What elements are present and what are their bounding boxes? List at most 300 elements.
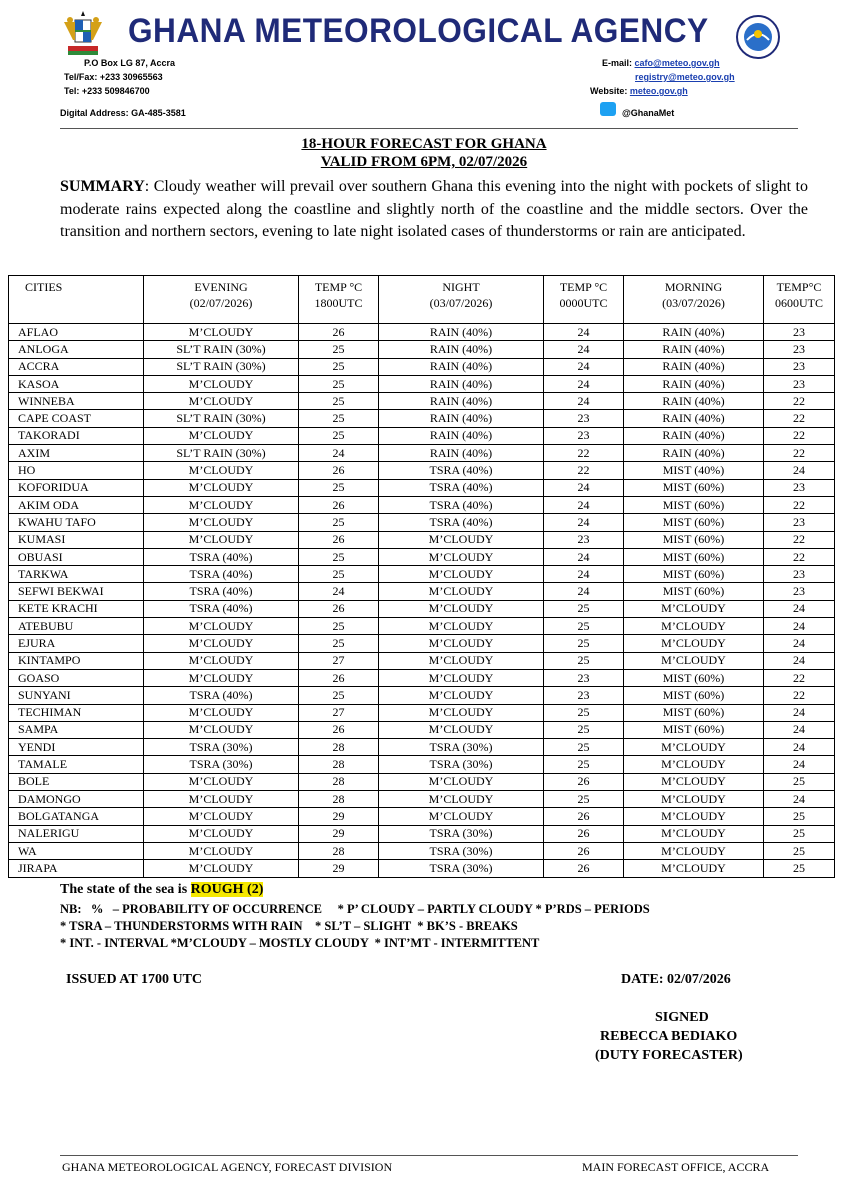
cell-temp-1800: 25 bbox=[299, 479, 379, 496]
cell-city: YENDI bbox=[9, 739, 144, 756]
cell-city: ACCRA bbox=[9, 358, 144, 375]
cell-temp-0600: 24 bbox=[764, 739, 835, 756]
cell-temp-0600: 23 bbox=[764, 479, 835, 496]
cell-night: TSRA (30%) bbox=[379, 842, 544, 859]
header-morning-line1: MORNING bbox=[664, 280, 723, 294]
cell-night: M’CLOUDY bbox=[379, 808, 544, 825]
telfax: Tel/Fax: +233 30965563 bbox=[64, 72, 163, 82]
forecaster-role: (DUTY FORECASTER) bbox=[595, 1048, 743, 1063]
cell-temp-0600: 23 bbox=[764, 583, 835, 600]
table-row bbox=[9, 791, 835, 808]
signed-label: SIGNED bbox=[655, 1010, 709, 1025]
header-temp-0600-line2: 0600UTC bbox=[775, 296, 823, 310]
table-row bbox=[9, 479, 835, 496]
cell-city: TECHIMAN bbox=[9, 704, 144, 721]
cell-temp-1800: 26 bbox=[299, 600, 379, 617]
table-row bbox=[9, 410, 835, 427]
cell-city: SAMPA bbox=[9, 721, 144, 738]
note-line-3: * INT. - INTERVAL *M’CLOUDY – MOSTLY CLOUDY * INT’MT - INTERMITTENT bbox=[60, 936, 540, 950]
cell-temp-0000: 26 bbox=[544, 825, 624, 842]
cell-morning: M’CLOUDY bbox=[624, 842, 764, 859]
header-temp-1800 bbox=[299, 276, 379, 324]
cell-evening: M’CLOUDY bbox=[144, 860, 299, 877]
table-row bbox=[9, 669, 835, 686]
table-row bbox=[9, 842, 835, 859]
cell-temp-0600: 25 bbox=[764, 773, 835, 790]
cell-temp-0600: 22 bbox=[764, 669, 835, 686]
email-link-registry[interactable]: registry@meteo.gov.gh bbox=[635, 72, 735, 82]
cell-temp-0600: 24 bbox=[764, 652, 835, 669]
cell-night: RAIN (40%) bbox=[379, 393, 544, 410]
sea-state-prefix: The state of the sea is bbox=[60, 882, 191, 897]
cell-evening: M’CLOUDY bbox=[144, 324, 299, 341]
table-row bbox=[9, 773, 835, 790]
cell-evening: M’CLOUDY bbox=[144, 618, 299, 635]
table-row bbox=[9, 652, 835, 669]
cell-night: M’CLOUDY bbox=[379, 548, 544, 565]
cell-morning: RAIN (40%) bbox=[624, 341, 764, 358]
email-row bbox=[602, 58, 720, 68]
cell-night: TSRA (40%) bbox=[379, 496, 544, 513]
cell-night: RAIN (40%) bbox=[379, 358, 544, 375]
cell-temp-1800: 25 bbox=[299, 341, 379, 358]
cell-city: JIRAPA bbox=[9, 860, 144, 877]
cell-evening: M’CLOUDY bbox=[144, 496, 299, 513]
table-row bbox=[9, 860, 835, 877]
cell-evening: SL’T RAIN (30%) bbox=[144, 358, 299, 375]
cell-temp-0600: 24 bbox=[764, 635, 835, 652]
cell-city: WA bbox=[9, 842, 144, 859]
sea-state-value: ROUGH (2) bbox=[190, 882, 264, 897]
cell-temp-0600: 23 bbox=[764, 358, 835, 375]
cell-temp-0000: 26 bbox=[544, 773, 624, 790]
cell-morning: MIST (60%) bbox=[624, 669, 764, 686]
cell-night: M’CLOUDY bbox=[379, 566, 544, 583]
cell-evening: M’CLOUDY bbox=[144, 427, 299, 444]
cell-temp-0600: 24 bbox=[764, 791, 835, 808]
cell-temp-0600: 24 bbox=[764, 462, 835, 479]
header-cities bbox=[9, 276, 144, 324]
cell-evening: TSRA (30%) bbox=[144, 756, 299, 773]
table-row bbox=[9, 548, 835, 565]
cell-temp-0000: 25 bbox=[544, 739, 624, 756]
table-row bbox=[9, 600, 835, 617]
table-row bbox=[9, 514, 835, 531]
cell-temp-1800: 28 bbox=[299, 842, 379, 859]
summary-label: SUMMARY bbox=[60, 178, 145, 195]
cell-temp-0600: 23 bbox=[764, 514, 835, 531]
cell-morning: MIST (60%) bbox=[624, 548, 764, 565]
cell-night: RAIN (40%) bbox=[379, 445, 544, 462]
cell-temp-0000: 25 bbox=[544, 635, 624, 652]
twitter-icon bbox=[600, 102, 616, 116]
table-row bbox=[9, 808, 835, 825]
cell-city: AFLAO bbox=[9, 324, 144, 341]
cell-night: M’CLOUDY bbox=[379, 704, 544, 721]
cell-temp-0600: 22 bbox=[764, 531, 835, 548]
header-temp-0600-line1: TEMP°C bbox=[776, 280, 822, 294]
cell-temp-0000: 25 bbox=[544, 704, 624, 721]
header-evening-line1: EVENING bbox=[194, 280, 248, 294]
cell-temp-0000: 24 bbox=[544, 324, 624, 341]
cell-temp-1800: 25 bbox=[299, 635, 379, 652]
summary bbox=[60, 176, 808, 244]
cell-night: M’CLOUDY bbox=[379, 635, 544, 652]
cell-city: NALERIGU bbox=[9, 825, 144, 842]
header-temp-0000 bbox=[544, 276, 624, 324]
table-row bbox=[9, 341, 835, 358]
cell-morning: M’CLOUDY bbox=[624, 739, 764, 756]
cell-morning: MIST (60%) bbox=[624, 514, 764, 531]
cell-evening: SL’T RAIN (30%) bbox=[144, 341, 299, 358]
cell-morning: RAIN (40%) bbox=[624, 375, 764, 392]
table-row bbox=[9, 496, 835, 513]
cell-city: KETE KRACHI bbox=[9, 600, 144, 617]
cell-night: TSRA (30%) bbox=[379, 739, 544, 756]
cell-temp-1800: 26 bbox=[299, 496, 379, 513]
cell-temp-0000: 23 bbox=[544, 410, 624, 427]
cell-temp-1800: 25 bbox=[299, 427, 379, 444]
cell-morning: MIST (60%) bbox=[624, 479, 764, 496]
cell-temp-1800: 25 bbox=[299, 358, 379, 375]
sea-state bbox=[60, 882, 263, 898]
cell-morning: M’CLOUDY bbox=[624, 791, 764, 808]
cell-temp-0000: 26 bbox=[544, 842, 624, 859]
cell-morning: MIST (40%) bbox=[624, 462, 764, 479]
cell-evening: M’CLOUDY bbox=[144, 773, 299, 790]
cell-temp-0600: 23 bbox=[764, 341, 835, 358]
table-row bbox=[9, 393, 835, 410]
cell-morning: M’CLOUDY bbox=[624, 652, 764, 669]
cell-temp-0000: 26 bbox=[544, 808, 624, 825]
cell-evening: TSRA (40%) bbox=[144, 600, 299, 617]
table-row bbox=[9, 445, 835, 462]
cell-temp-1800: 26 bbox=[299, 462, 379, 479]
cell-temp-0600: 22 bbox=[764, 687, 835, 704]
cell-evening: M’CLOUDY bbox=[144, 514, 299, 531]
cell-city: TAMALE bbox=[9, 756, 144, 773]
cell-night: TSRA (30%) bbox=[379, 860, 544, 877]
cell-morning: RAIN (40%) bbox=[624, 324, 764, 341]
cell-temp-1800: 29 bbox=[299, 808, 379, 825]
cell-city: DAMONGO bbox=[9, 791, 144, 808]
cell-night: M’CLOUDY bbox=[379, 687, 544, 704]
cell-temp-1800: 24 bbox=[299, 583, 379, 600]
header-morning bbox=[624, 276, 764, 324]
cell-city: KINTAMPO bbox=[9, 652, 144, 669]
cell-temp-1800: 28 bbox=[299, 739, 379, 756]
cell-night: TSRA (30%) bbox=[379, 825, 544, 842]
cell-evening: M’CLOUDY bbox=[144, 635, 299, 652]
cell-temp-0000: 23 bbox=[544, 427, 624, 444]
cell-evening: TSRA (40%) bbox=[144, 548, 299, 565]
cell-morning: RAIN (40%) bbox=[624, 358, 764, 375]
cell-temp-1800: 24 bbox=[299, 445, 379, 462]
agency-title: GHANA METEOROLOGICAL AGENCY bbox=[128, 12, 709, 50]
cell-temp-0600: 25 bbox=[764, 860, 835, 877]
website-row bbox=[590, 86, 688, 96]
cell-morning: RAIN (40%) bbox=[624, 427, 764, 444]
telephone: Tel: +233 509846700 bbox=[64, 86, 150, 96]
cell-temp-1800: 28 bbox=[299, 773, 379, 790]
table-row bbox=[9, 635, 835, 652]
cell-temp-0600: 24 bbox=[764, 704, 835, 721]
footer-right: MAIN FORECAST OFFICE, ACCRA bbox=[582, 1160, 770, 1174]
cell-temp-0000: 24 bbox=[544, 548, 624, 565]
cell-temp-1800: 28 bbox=[299, 791, 379, 808]
cell-night: M’CLOUDY bbox=[379, 618, 544, 635]
cell-morning: MIST (60%) bbox=[624, 687, 764, 704]
cell-night: RAIN (40%) bbox=[379, 375, 544, 392]
cell-evening: M’CLOUDY bbox=[144, 721, 299, 738]
cell-night: TSRA (30%) bbox=[379, 756, 544, 773]
cell-morning: MIST (60%) bbox=[624, 704, 764, 721]
cell-temp-1800: 25 bbox=[299, 618, 379, 635]
cell-night: M’CLOUDY bbox=[379, 773, 544, 790]
cell-evening: SL’T RAIN (30%) bbox=[144, 445, 299, 462]
cell-evening: TSRA (30%) bbox=[144, 739, 299, 756]
cell-temp-0000: 24 bbox=[544, 375, 624, 392]
cell-night: TSRA (40%) bbox=[379, 479, 544, 496]
cell-night: M’CLOUDY bbox=[379, 531, 544, 548]
cell-temp-0000: 24 bbox=[544, 514, 624, 531]
footer-left: GHANA METEOROLOGICAL AGENCY, FORECAST DIVISION bbox=[62, 1160, 393, 1174]
cell-temp-1800: 25 bbox=[299, 548, 379, 565]
summary-text: : Cloudy weather will prevail over southern Ghana this evening into the night with pockets of slight to moderate rains expected along the coastline and slightly north of the coastline and the middle sectors. Over the transition and northern sectors, evening to late night isolated cases of thunderstorms or rain are anticipated. bbox=[60, 178, 808, 240]
cell-temp-0600: 25 bbox=[764, 808, 835, 825]
cell-night: TSRA (40%) bbox=[379, 514, 544, 531]
cell-temp-0600: 22 bbox=[764, 393, 835, 410]
cell-temp-0600: 23 bbox=[764, 324, 835, 341]
header-temp-0000-line2: 0000UTC bbox=[559, 296, 608, 310]
cell-morning: MIST (60%) bbox=[624, 721, 764, 738]
table-row bbox=[9, 756, 835, 773]
forecast-valid: VALID FROM 6PM, 02/07/2026 bbox=[320, 154, 528, 170]
cell-temp-0000: 25 bbox=[544, 721, 624, 738]
table-body bbox=[9, 324, 835, 878]
cell-night: M’CLOUDY bbox=[379, 669, 544, 686]
website-link[interactable]: meteo.gov.gh bbox=[629, 86, 688, 96]
cell-temp-1800: 27 bbox=[299, 652, 379, 669]
cell-evening: M’CLOUDY bbox=[144, 462, 299, 479]
cell-temp-0000: 24 bbox=[544, 393, 624, 410]
cell-city: BOLE bbox=[9, 773, 144, 790]
note-line-1: NB: % – PROBABILITY OF OCCURRENCE * P’ CLOUDY – PARTLY CLOUDY * P’RDS – PERIODS bbox=[60, 902, 650, 916]
cell-city: OBUASI bbox=[9, 548, 144, 565]
cell-temp-0600: 22 bbox=[764, 496, 835, 513]
cell-morning: M’CLOUDY bbox=[624, 635, 764, 652]
cell-temp-1800: 29 bbox=[299, 825, 379, 842]
cell-evening: SL’T RAIN (30%) bbox=[144, 410, 299, 427]
note-line-2: * TSRA – THUNDERSTORMS WITH RAIN * SL’T – SLIGHT * BK’S - BREAKS bbox=[60, 919, 518, 933]
header-divider bbox=[60, 128, 798, 129]
cell-city: TAKORADI bbox=[9, 427, 144, 444]
email-row-2 bbox=[635, 72, 735, 82]
header-morning-line2: (03/07/2026) bbox=[662, 296, 725, 310]
table-row bbox=[9, 583, 835, 600]
forecaster-name: REBECCA BEDIAKO bbox=[600, 1029, 738, 1044]
cell-temp-0000: 24 bbox=[544, 341, 624, 358]
cell-morning: MIST (60%) bbox=[624, 566, 764, 583]
header-temp-1800-line1: TEMP °C bbox=[314, 280, 363, 294]
cell-city: HO bbox=[9, 462, 144, 479]
cell-temp-1800: 26 bbox=[299, 531, 379, 548]
cell-night: TSRA (40%) bbox=[379, 462, 544, 479]
cell-temp-0600: 25 bbox=[764, 825, 835, 842]
cell-temp-0000: 23 bbox=[544, 687, 624, 704]
cell-evening: M’CLOUDY bbox=[144, 531, 299, 548]
cell-temp-1800: 26 bbox=[299, 324, 379, 341]
table-row bbox=[9, 358, 835, 375]
cell-morning: RAIN (40%) bbox=[624, 445, 764, 462]
table-row bbox=[9, 739, 835, 756]
cell-temp-0600: 25 bbox=[764, 842, 835, 859]
cell-night: RAIN (40%) bbox=[379, 341, 544, 358]
email-link-cafo[interactable]: cafo@meteo.gov.gh bbox=[634, 58, 720, 68]
issued-time: ISSUED AT 1700 UTC bbox=[66, 972, 203, 987]
cell-temp-0000: 25 bbox=[544, 600, 624, 617]
table-row bbox=[9, 687, 835, 704]
website-label: Website: bbox=[590, 86, 628, 96]
cell-temp-0000: 24 bbox=[544, 583, 624, 600]
cell-evening: TSRA (40%) bbox=[144, 687, 299, 704]
gmet-logo-icon bbox=[735, 14, 781, 60]
cell-evening: M’CLOUDY bbox=[144, 393, 299, 410]
digital-address: Digital Address: GA-485-3581 bbox=[60, 108, 186, 118]
cell-morning: M’CLOUDY bbox=[624, 600, 764, 617]
cell-temp-0600: 24 bbox=[764, 756, 835, 773]
cell-temp-0000: 23 bbox=[544, 669, 624, 686]
cell-temp-0000: 25 bbox=[544, 791, 624, 808]
cell-morning: M’CLOUDY bbox=[624, 825, 764, 842]
cell-night: RAIN (40%) bbox=[379, 427, 544, 444]
issue-date: DATE: 02/07/2026 bbox=[621, 972, 731, 987]
cell-morning: RAIN (40%) bbox=[624, 393, 764, 410]
table-row bbox=[9, 704, 835, 721]
cell-temp-1800: 25 bbox=[299, 375, 379, 392]
cell-night: RAIN (40%) bbox=[379, 410, 544, 427]
cell-temp-0000: 24 bbox=[544, 496, 624, 513]
cell-temp-0000: 25 bbox=[544, 618, 624, 635]
cell-evening: TSRA (40%) bbox=[144, 583, 299, 600]
footer-divider bbox=[60, 1155, 798, 1156]
cell-city: KOFORIDUA bbox=[9, 479, 144, 496]
cell-city: SUNYANI bbox=[9, 687, 144, 704]
cell-city: KASOA bbox=[9, 375, 144, 392]
cell-morning: MIST (60%) bbox=[624, 583, 764, 600]
cell-city: EJURA bbox=[9, 635, 144, 652]
cell-night: M’CLOUDY bbox=[379, 652, 544, 669]
cell-night: M’CLOUDY bbox=[379, 721, 544, 738]
cell-temp-0000: 24 bbox=[544, 566, 624, 583]
cell-temp-1800: 25 bbox=[299, 410, 379, 427]
cell-temp-0000: 24 bbox=[544, 479, 624, 496]
table-row bbox=[9, 618, 835, 635]
cell-night: RAIN (40%) bbox=[379, 324, 544, 341]
cell-city: BOLGATANGA bbox=[9, 808, 144, 825]
cell-temp-1800: 27 bbox=[299, 704, 379, 721]
cell-evening: M’CLOUDY bbox=[144, 652, 299, 669]
forecast-title: 18-HOUR FORECAST FOR GHANA bbox=[301, 136, 547, 152]
table-row bbox=[9, 566, 835, 583]
coat-of-arms-icon bbox=[58, 10, 108, 60]
cell-city: KWAHU TAFO bbox=[9, 514, 144, 531]
header-night bbox=[379, 276, 544, 324]
header-temp-0000-line1: TEMP °C bbox=[559, 280, 608, 294]
forecast-table bbox=[8, 275, 835, 878]
cell-temp-1800: 28 bbox=[299, 756, 379, 773]
header-evening-line2: (02/07/2026) bbox=[189, 296, 253, 310]
cell-city: WINNEBA bbox=[9, 393, 144, 410]
cell-evening: M’CLOUDY bbox=[144, 669, 299, 686]
cell-city: CAPE COAST bbox=[9, 410, 144, 427]
po-box: P.O Box LG 87, Accra bbox=[84, 58, 176, 68]
cell-temp-1800: 25 bbox=[299, 687, 379, 704]
table-row bbox=[9, 427, 835, 444]
cell-night: M’CLOUDY bbox=[379, 791, 544, 808]
table-row bbox=[9, 462, 835, 479]
cell-temp-0600: 22 bbox=[764, 410, 835, 427]
cell-temp-0000: 25 bbox=[544, 652, 624, 669]
cell-temp-0000: 22 bbox=[544, 462, 624, 479]
cell-temp-0600: 24 bbox=[764, 721, 835, 738]
cell-temp-0600: 24 bbox=[764, 600, 835, 617]
cell-evening: M’CLOUDY bbox=[144, 808, 299, 825]
cell-city: ANLOGA bbox=[9, 341, 144, 358]
cell-evening: M’CLOUDY bbox=[144, 375, 299, 392]
cell-city: KUMASI bbox=[9, 531, 144, 548]
cell-morning: M’CLOUDY bbox=[624, 860, 764, 877]
cell-temp-0600: 22 bbox=[764, 445, 835, 462]
header-night-line2: (03/07/2026) bbox=[429, 296, 493, 310]
cell-evening: M’CLOUDY bbox=[144, 842, 299, 859]
cell-evening: M’CLOUDY bbox=[144, 825, 299, 842]
table-row bbox=[9, 825, 835, 842]
table-row bbox=[9, 375, 835, 392]
header-temp-0600 bbox=[764, 276, 835, 324]
cell-morning: M’CLOUDY bbox=[624, 808, 764, 825]
header-temp-1800-line2: 1800UTC bbox=[314, 296, 363, 310]
cell-temp-0000: 22 bbox=[544, 445, 624, 462]
cell-evening: M’CLOUDY bbox=[144, 704, 299, 721]
cell-temp-0600: 23 bbox=[764, 375, 835, 392]
cell-city: ATEBUBU bbox=[9, 618, 144, 635]
cell-evening: M’CLOUDY bbox=[144, 791, 299, 808]
cell-temp-1800: 25 bbox=[299, 393, 379, 410]
cell-city: AXIM bbox=[9, 445, 144, 462]
cell-morning: M’CLOUDY bbox=[624, 756, 764, 773]
cell-temp-0000: 26 bbox=[544, 860, 624, 877]
cell-morning: M’CLOUDY bbox=[624, 618, 764, 635]
cell-city: TARKWA bbox=[9, 566, 144, 583]
cell-temp-0000: 23 bbox=[544, 531, 624, 548]
cell-temp-0000: 25 bbox=[544, 756, 624, 773]
twitter-handle[interactable]: @GhanaMet bbox=[622, 108, 675, 118]
cell-temp-1800: 26 bbox=[299, 721, 379, 738]
cell-temp-0600: 22 bbox=[764, 548, 835, 565]
table-row bbox=[9, 324, 835, 341]
table-row bbox=[9, 531, 835, 548]
cell-temp-1800: 26 bbox=[299, 669, 379, 686]
cell-temp-1800: 25 bbox=[299, 514, 379, 531]
cell-morning: MIST (60%) bbox=[624, 531, 764, 548]
cell-temp-1800: 25 bbox=[299, 566, 379, 583]
cell-morning: M’CLOUDY bbox=[624, 773, 764, 790]
table-header-row bbox=[9, 276, 835, 324]
cell-temp-0000: 24 bbox=[544, 358, 624, 375]
cell-evening: M’CLOUDY bbox=[144, 479, 299, 496]
email-label: E-mail: bbox=[602, 58, 633, 68]
